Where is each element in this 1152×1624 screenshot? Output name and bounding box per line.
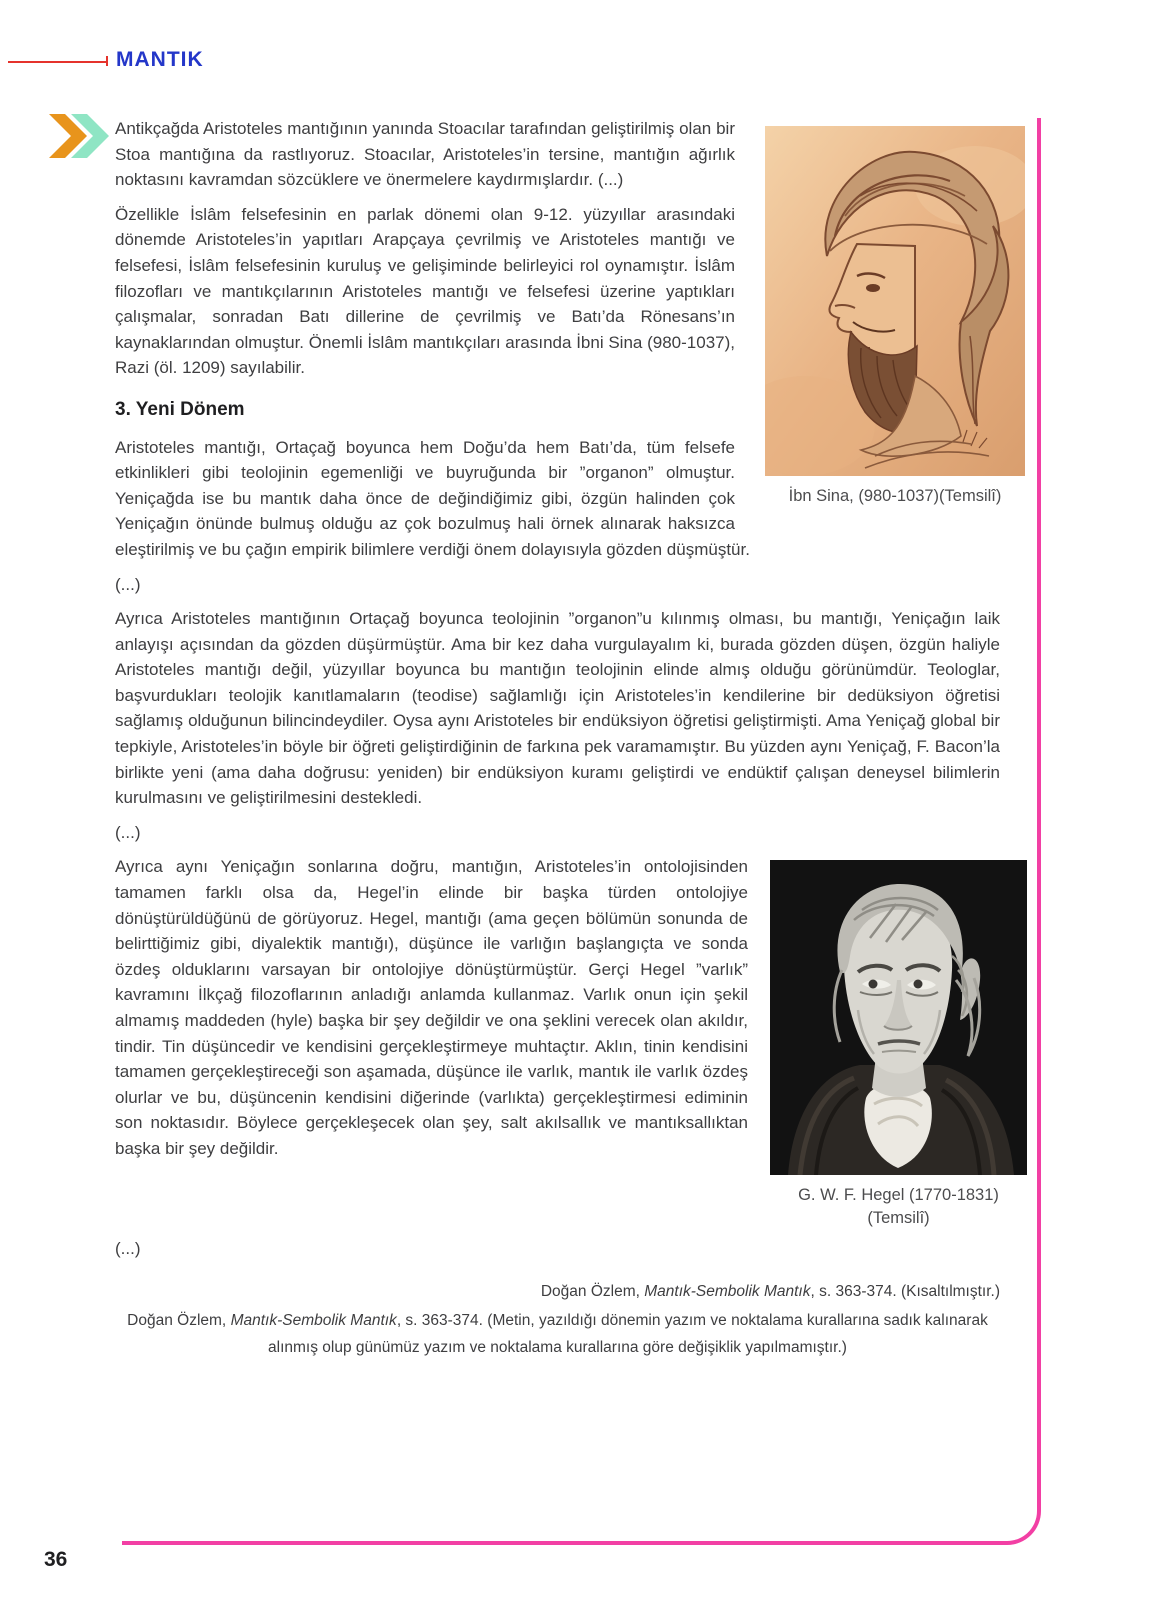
citation-1-pages: , s. 363-374. (Kısaltılmıştır.) [810, 1283, 1000, 1301]
hegel-caption-line2: (Temsilî) [867, 1209, 930, 1228]
section-heading: 3. Yeni Dönem [115, 398, 245, 420]
citation-1 [115, 1278, 1000, 1305]
main-content [115, 116, 1000, 1361]
page-number: 36 [44, 1548, 68, 1571]
paragraph-3: Aristoteles mantığı, Ortaçağ boyunca hem Doğu’da hem Batı’da, tüm felsefe etkinlikleri gibi teolojinin egemenliği ve buyruğunda bir ”organon” olmuştur. Yeniçağda ise bu mantık daha önce de değindiğimiz gibi, özgün halinden çok Yeniçağın önünde bulmuş olduğu az çok bozulmuş hali örnek alınarak haksızca eleştirilmiş ve bu çağın empirik bilimlere verdiği önem dolayısıyla gözden düşmüştür. [115, 437, 750, 559]
paragraph-intro-2: Özellikle İslâm felsefesinin en parlak dönemi olan 9-12. yüzyıllar arasındaki dönemde Aristoteles’in yapıtları Arapçaya çevrilmiş ve Aristoteles mantığı ve felsefesi, İslâm felsefesinin kuruluş ve gelişiminde belirleyici rol oynamıştır. İslâm filozofları ve mantıkçılarının Aristoteles mantığı ve felsefesi üzerine yaptıkları çalışmalar, sonradan Batı dillerine de çevrilmiş ve Batı’da Rönesans’ın kaynaklarından olmuştur. Önemli İslâm mantıkçıları arasında İbni Sina (980-1037), Razi (öl. 1209) sayılabilir. [115, 204, 735, 378]
citation-2 [115, 1307, 1000, 1361]
hegel-portrait-image [770, 860, 1027, 1175]
header-rule-tick [106, 56, 108, 66]
citation-1-author: Doğan Özlem, [540, 1283, 645, 1301]
citation-2-note: , s. 363-374. (Metin, yazıldığı dönemin yazım ve noktalama kurallarına sadık kalınarak alınmış olup günümüz yazım ve noktalama kurallarına göre değişiklik yapılmamıştır.) [268, 1312, 988, 1357]
paragraph-5: Ayrıca aynı Yeniçağın sonlarına doğru, mantığın, Aristoteles’in ontolojisinden tamamen farklı olsa da, Hegel’in elinde bir başka türden ontolojiye dönüştürüldüğünü de görüyoruz. Hegel, mantığı (ama geçen bölümün sonunda de belirttiğimiz gibi, diyalektik mantığı), düşünce ile varlığın başlangıçta ve sonda özdeş olduklarını varsayan bir ontolojiye dönüştürmüştür. Gerçi Hegel ”varlık” kavramını İlkçağ filozoflarının anladığı anlamda kullanmaz. Varlık onun için şekil almamış maddeden (hyle) başka bir şey değildir ve ona şeklini verecek olan akıldır, tindir. Tin düşüncedir ve kendisini gerçekleştirmeye muhtaçtır. Aklın, tinin kendisini tamamen gerçekleştireceği son aşamada, düşünce ile varlık, mantık ile varlık özdeş olurlar ve bu, düşüncenin kendisini diğerinde (varlıkta) gerçekleştirmesi ediminin son noktasıdır. Böylece gerçekleşecek olan şey, salt akılsallık ve mantıksallıktan başka bir şey değildir. [115, 857, 748, 1158]
citation-1-title: Mantık-Sembolik Mantık [644, 1283, 811, 1301]
figure-ibn-sina [765, 126, 1025, 508]
ellipsis-3: (...) [115, 1239, 141, 1259]
paragraph-intro-1: Antikçağda Aristoteles mantığının yanında Stoacılar tarafından geliştirilmiş olan bir Stoa mantığına da rastlıyoruz. Stoacılar, Aristoteles’in tersine, mantığın ağırlık noktasını kavramdan sözcüklere ve önermelere kaydırmışlardır. (...) [115, 119, 735, 190]
ibn-sina-caption: İbn Sina, (980-1037)(Temsilî) [788, 487, 1002, 505]
header-rule-line [8, 61, 107, 63]
chevron-bullet-icon [49, 114, 109, 158]
hegel-caption-line1: G. W. F. Hegel (1770-1831) [798, 1186, 999, 1205]
figure-hegel [770, 860, 1027, 1230]
paragraph-4: Ayrıca Aristoteles mantığının Ortaçağ boyunca teolojinin ”organon”u kılınmış olması, bu mantığı, Yeniçağın laik anlayışı açısından da gözden düşürmüştür. Ama bir kez daha vurgulayalım ki, burada gözden düşen, özgün haliyle Aristoteles mantığı değil, yüzyıllar boyunca bu mantığın teolojinin elinde almış olduğu görünümdür. Teologlar, başvurdukları teolojik kanıtlamaların (teodise) sağlamlığı için Aristoteles’in kendilerine bir dedüksiyon öğretisi sağlamış olduğunun bilincindeydiler. Oysa aynı Aristoteles bir endüksiyon öğretisi geliştirmişti. Ama Yeniçağ global bir tepkiyle, Aristoteles’in böyle bir öğreti geliştirdiğinin de farkına pek varamamıştır. Bu yüzden aynı Yeniçağ, F. Bacon’la birlikte yeni (ama daha doğrusu: yeniden) bir endüksiyon kuramı geliştirdi ve endüktif çalışan deneysel bilimlerin kurulmasını ve geliştirilmesini destekledi. [115, 609, 1000, 808]
citation-2-title: Mantık-Sembolik Mantık [230, 1312, 397, 1330]
citations-block [115, 1278, 1000, 1361]
page-title: MANTIK [116, 48, 204, 71]
ibn-sina-portrait-image [765, 126, 1025, 476]
citation-2-author: Doğan Özlem, [127, 1312, 231, 1330]
ellipsis-2: (...) [115, 822, 141, 842]
ellipsis-1: (...) [115, 574, 141, 594]
hegel-caption [770, 1184, 1027, 1230]
